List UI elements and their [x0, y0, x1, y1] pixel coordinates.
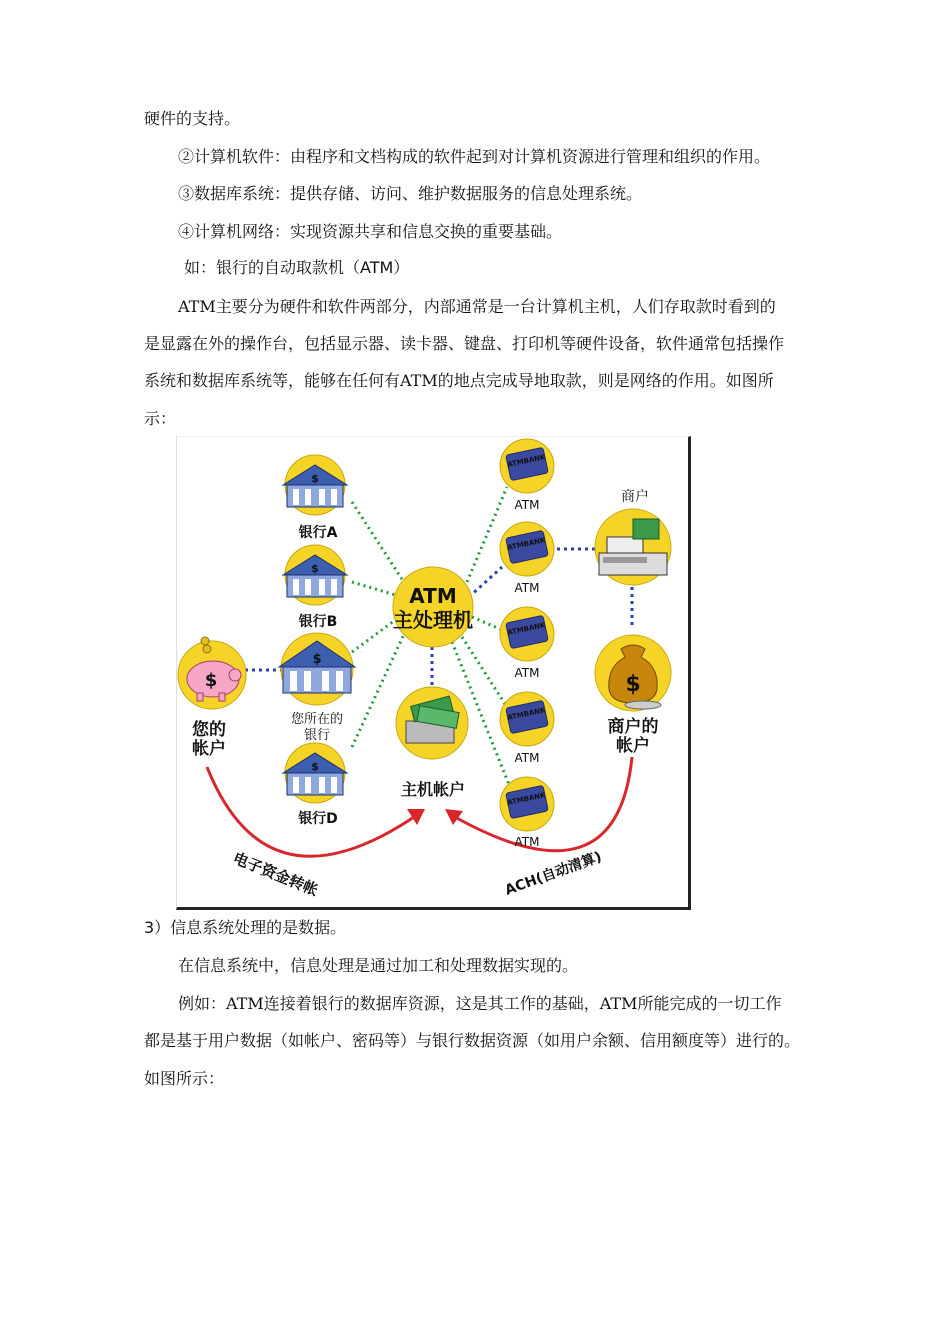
bank-a-dollar-text: $ — [311, 472, 319, 485]
atm-node-2 — [500, 522, 554, 576]
bank-d-label: 银行D — [298, 811, 338, 827]
host-account-label: 主机帐户 — [400, 780, 466, 799]
transfer-right-arrowhead — [445, 809, 463, 825]
bank-b-icon — [283, 545, 347, 605]
atm-main-processor — [393, 567, 473, 647]
paragraph-info-processing: 在信息系统中，信息处理是通过加工和处理数据实现的。 — [178, 956, 579, 975]
paragraph-computer-network: ④计算机网络：实现资源共享和信息交换的重要基础。 — [178, 222, 563, 241]
atm-node-4 — [500, 692, 554, 746]
cash-register-icon — [595, 509, 671, 585]
money-bag-dollar-text: $ — [625, 672, 641, 697]
piggy-dollar-text: $ — [204, 670, 218, 691]
bank-b-dollar-text: $ — [311, 562, 319, 575]
transfer-left-label: 电子资金转帐 — [230, 849, 321, 900]
paragraph-computer-software: ②计算机软件：由程序和文档构成的软件起到对计算机资源进行管理和组织的作用。 — [178, 147, 771, 166]
bank-d-icon — [283, 743, 347, 803]
paragraph-database-system: ③数据库系统：提供存储、访问、维护数据服务的信息处理系统。 — [178, 184, 643, 203]
paragraph-example-line3: 如图所示： — [144, 1069, 225, 1088]
your-bank-label-line1: 您所在的 — [290, 712, 344, 727]
paragraph-example-line1: 例如：ATM连接着银行的数据库资源，这是其工作的基础，ATM所能完成的一切工作 — [178, 994, 782, 1013]
atm-label-1: ATM — [514, 498, 540, 512]
host-account-icon — [396, 687, 468, 759]
section-3-heading: 3）信息系统处理的是数据。 — [144, 918, 347, 937]
transfer-right-label: ACH(自动清算) — [502, 848, 604, 899]
atm-card-text: ATMBANK — [506, 536, 547, 552]
atm-label-3: ATM — [514, 666, 540, 680]
atm-card-text: ATMBANK — [506, 706, 547, 722]
atm-diagram-svg — [177, 437, 688, 907]
merchant-account-label-line2: 帐户 — [616, 736, 650, 756]
paragraph-atm-line3: 系统和数据库系统等，能够在任何有ATM的地点完成导地取款，则是网络的作用。如图所 — [144, 371, 774, 390]
paragraph-hardware-support: 硬件的支持。 — [144, 109, 241, 128]
your-account-label-line2: 帐户 — [192, 739, 226, 759]
transfer-left-arrowhead — [407, 809, 425, 825]
bank-b-label: 银行B — [298, 614, 338, 630]
atm-network-diagram — [176, 436, 691, 910]
center-processor-text: 主处理机 — [393, 608, 473, 632]
your-bank-label-line2: 银行 — [303, 728, 331, 743]
paragraph-example-line2: 都是基于用户数据（如帐户、密码等）与银行数据资源（如用户余额、信用额度等）进行的。 — [144, 1031, 801, 1050]
atm-node-1 — [500, 439, 554, 493]
paragraph-atm-line2: 是显露在外的操作台，包括显示器、读卡器、键盘、打印机等硬件设备，软件通常包括操作 — [144, 334, 785, 353]
merchant-label: 商户 — [621, 489, 649, 505]
atm-card-text: ATMBANK — [506, 621, 547, 637]
your-bank-dollar-text: $ — [312, 652, 322, 667]
atm-card-text: ATMBANK — [506, 453, 547, 469]
bank-d-dollar-text: $ — [311, 760, 319, 773]
merchant-account-label-line1: 商户的 — [607, 717, 659, 737]
center-atm-text: ATM — [409, 584, 457, 608]
bank-a-icon — [283, 455, 347, 515]
atm-node-3 — [500, 607, 554, 661]
atm-label-5: ATM — [514, 835, 540, 849]
atm-label-2: ATM — [514, 581, 540, 595]
money-bag-icon — [595, 635, 671, 711]
bank-a-label: 银行A — [298, 525, 338, 541]
paragraph-atm-line1: ATM主要分为硬件和软件两部分，内部通常是一台计算机主机，人们存取款时看到的 — [178, 297, 776, 316]
atm-card-text: ATMBANK — [506, 791, 547, 807]
your-bank-icon — [279, 633, 355, 705]
your-account-label-line1: 您的 — [192, 720, 226, 740]
piggy-bank-icon — [178, 637, 246, 709]
atm-label-4: ATM — [514, 751, 540, 765]
example-heading: 如：银行的自动取款机（ATM） — [184, 258, 410, 277]
atm-node-5 — [500, 777, 554, 831]
paragraph-atm-line4: 示： — [144, 409, 177, 428]
